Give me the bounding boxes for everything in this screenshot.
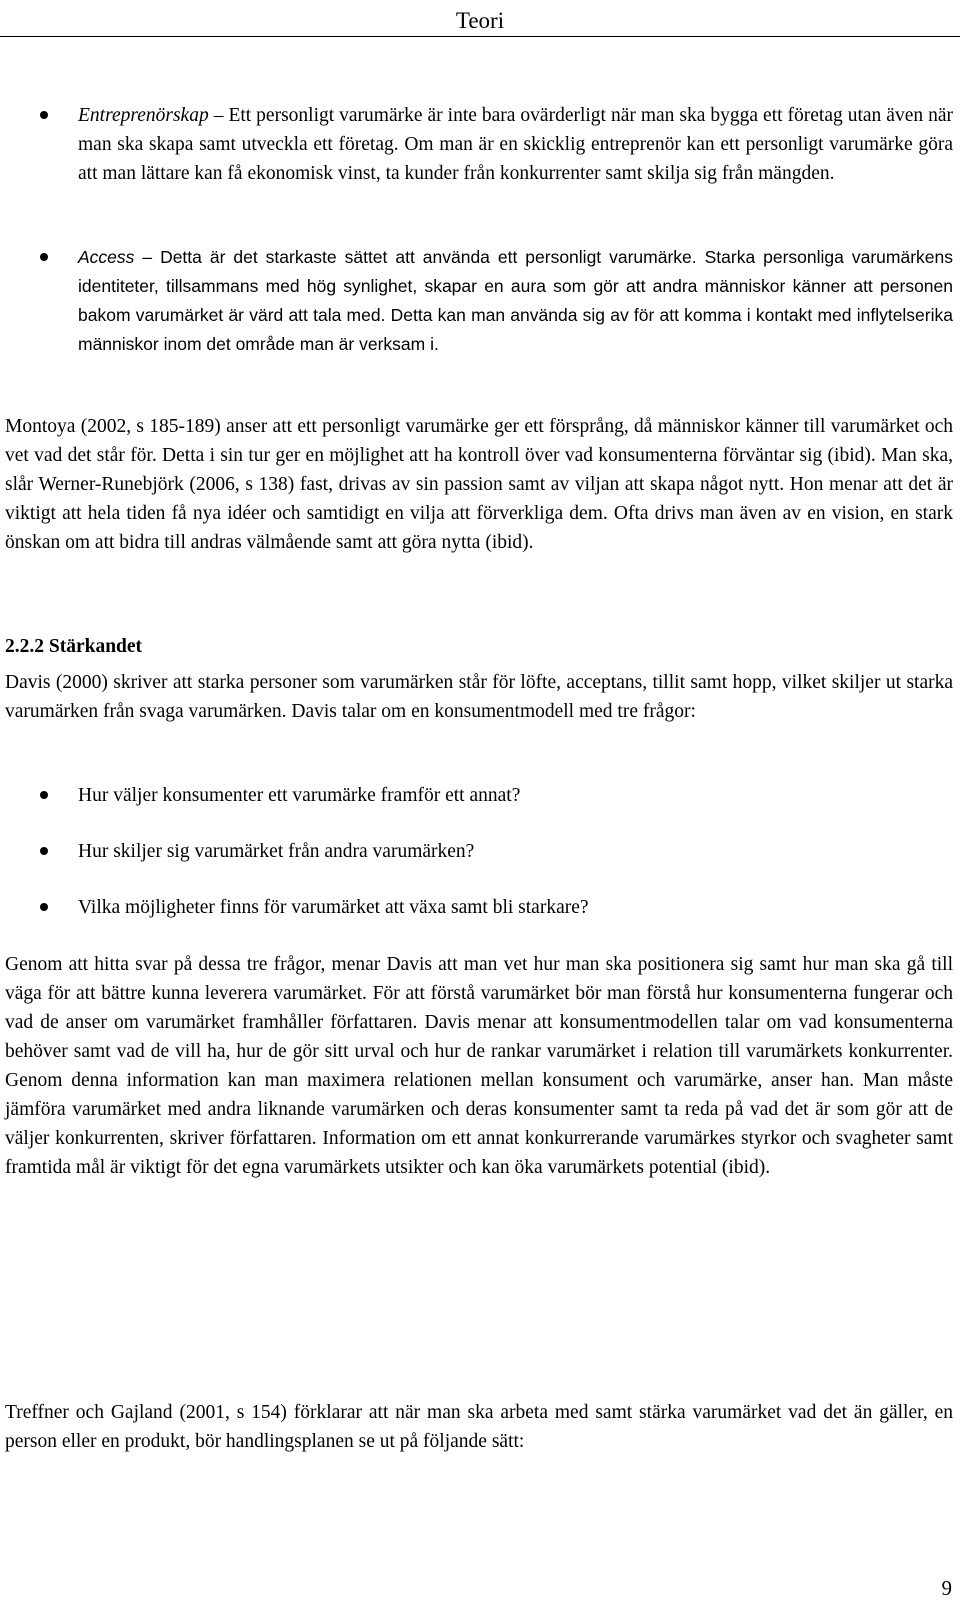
bullet-text — [78, 243, 953, 359]
header-rule — [0, 36, 960, 37]
bullet-dash: – — [208, 105, 229, 126]
bullet-dash: – — [134, 247, 161, 267]
bullet-term: Access — [78, 247, 135, 267]
bullet-body: Detta är det starkaste sättet att använda ett personligt varumärke. Starka personliga varumärkens identiteter, tillsammans med hög synlighet, skapar en aura som gör att andra människor känner att personen bakom varumärket är värd att tala med. Detta kan man använda sig av för att komma i kontakt med inflytelserika människor inom det område man är verksam i. — [78, 247, 953, 354]
page-header — [0, 0, 960, 38]
paragraph-montoya: Montoya (2002, s 185-189) anser att ett personligt varumärke ger ett försprång, då människor känner till varumärket och vet vad det står för. Detta i sin tur ger en möjlighet att ha kontroll över vad konsumenterna förväntar sig (ibid). Man ska, slår Werner-Runebjörk (2006, s 138) fast, drivas av sin passion samt av viljan att skapa något nytt. Hon menar att det är viktigt att hela tiden få nya idéer och samtidigt en vilja att förverkliga dem. Ofta drivs man även av en vision, en stark önskan om att bidra till andras välmående samt att göra nytta (ibid). — [5, 416, 953, 553]
paragraph-genom: Genom att hitta svar på dessa tre frågor, menar Davis att man vet hur man ska positionera sig samt hur man ska gå till väga för att bättre kunna leverera varumärket. För att förstå varumärket bör man förstå hur konsumenterna fungerar och vad de anser om varumärket framhåller författaren. Davis menar att konsumentmodellen talar om vad konsumenterna behöver samt vad de vill ha, hur de gör sitt urval och hur de rankar varumärket i relation till varumärkets konkurrenter. Genom denna information kan man maximera relationen mellan konsument och varumärke, anser han. Man måste jämföra varumärket med andra liknande varumärken och deras konsumenter samt ta reda på vad det är som gör att de väljer konkurrenten, skriver författaren. Information om ett annat konkurrerande varumärkes styrkor och svagheter samt framtida mål är viktigt för det egna varumärkets utsikter och kan öka varumärkets potential (ibid). — [5, 954, 953, 1178]
page-number: 9 — [941, 1576, 952, 1600]
bullet-dot-icon — [40, 111, 48, 119]
question-text: Vilka möjligheter finns för varumärket att växa samt bli starkare? — [78, 897, 589, 918]
question-text: Hur väljer konsumenter ett varumärke framför ett annat? — [78, 785, 521, 806]
bullet-dot-icon — [40, 847, 48, 855]
section-heading: 2.2.2 Stärkandet — [5, 636, 143, 657]
paragraph-treffner: Treffner och Gajland (2001, s 154) förklarar att när man ska arbeta med samt stärka varumärket vad det än gäller, en person eller en produkt, bör handlingsplanen se ut på följande sätt: — [5, 1402, 953, 1452]
paragraph-davis-intro: Davis (2000) skriver att starka personer som varumärken står för löfte, acceptans, tillit samt hopp, vilket skiljer ut starka varumärken från svaga varumärken. Davis talar om en konsumentmodell med tre frågor: — [5, 672, 953, 722]
bullet-dot-icon — [40, 253, 48, 261]
bullet-dot-icon — [40, 791, 48, 799]
bullet-term: Entreprenörskap — [78, 105, 209, 126]
bullet-dot-icon — [40, 903, 48, 911]
header-title: Teori — [455, 8, 505, 33]
question-text: Hur skiljer sig varumärket från andra varumärken? — [78, 841, 475, 862]
bullet-body: Ett personligt varumärke är inte bara ovärderligt när man ska bygga ett företag utan även när man ska skapa samt utveckla ett företag. Om man är en skicklig entreprenör kan ett personligt varumärke göra att man lättare kan få ekonomisk vinst, ta kunder från konkurrenter samt skilja sig från mängden. — [78, 105, 953, 184]
bullet-text — [78, 101, 953, 188]
